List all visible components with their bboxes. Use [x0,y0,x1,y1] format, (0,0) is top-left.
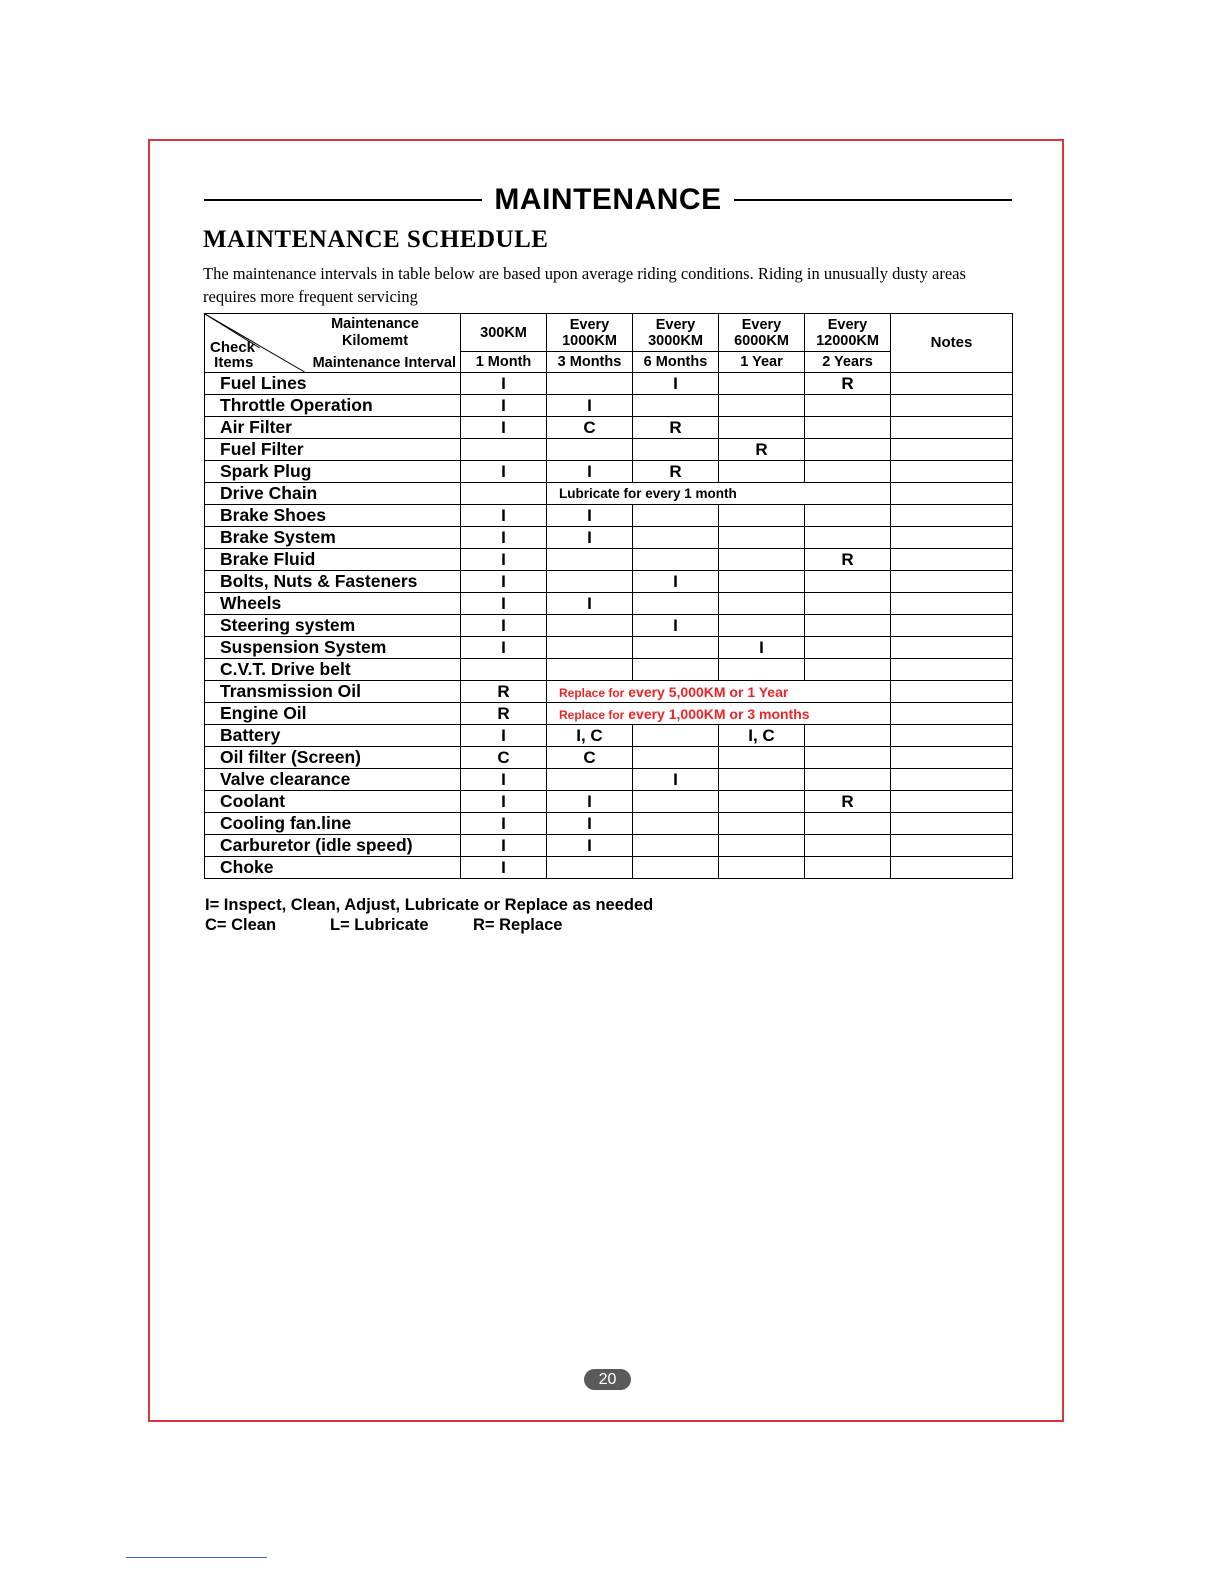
schedule-mark [633,593,719,615]
schedule-mark [633,637,719,659]
notes-cell [891,725,1013,747]
legend-line-codes [205,915,653,935]
km-header: Every 3000KM [633,314,719,352]
interval-header: 3 Months [547,352,633,373]
schedule-mark [805,857,891,879]
check-item-label: Throttle Operation [205,395,461,417]
check-item-label: Brake System [205,527,461,549]
table-row [205,549,1013,571]
check-item-label: Carburetor (idle speed) [205,835,461,857]
schedule-mark [719,659,805,681]
schedule-mark: I [461,835,547,857]
schedule-mark [805,571,891,593]
table-row [205,395,1013,417]
schedule-mark: I [461,571,547,593]
schedule-mark [719,747,805,769]
schedule-mark [547,439,633,461]
schedule-mark: I [461,505,547,527]
schedule-mark [719,835,805,857]
table-row [205,681,1013,703]
notes-cell [891,593,1013,615]
schedule-mark: I [461,615,547,637]
table-row [205,857,1013,879]
schedule-mark: I [461,593,547,615]
schedule-mark: I [461,813,547,835]
interval-header: 1 Month [461,352,547,373]
schedule-mark [805,439,891,461]
schedule-mark [719,857,805,879]
check-item-label: Drive Chain [205,483,461,505]
check-item-label: Battery [205,725,461,747]
schedule-mark: R [633,461,719,483]
schedule-mark: I [633,571,719,593]
schedule-mark: I [461,791,547,813]
schedule-mark [547,637,633,659]
notes-cell [891,439,1013,461]
corner-check-items: Check Items [210,339,256,371]
legend-line-inspect: I= Inspect, Clean, Adjust, Lubricate or Replace as needed [205,896,654,914]
check-item-label: Suspension System [205,637,461,659]
table-row [205,461,1013,483]
schedule-mark [805,813,891,835]
schedule-mark [547,615,633,637]
interval-header: 6 Months [633,352,719,373]
check-item-label: Fuel Lines [205,373,461,395]
schedule-mark [805,527,891,549]
legend-replace: R= Replace [473,916,563,934]
schedule-mark [633,791,719,813]
schedule-mark [461,439,547,461]
notes-cell [891,769,1013,791]
replace-note [547,703,891,725]
schedule-mark [633,439,719,461]
notes-cell [891,395,1013,417]
schedule-mark: I [547,527,633,549]
schedule-mark: I [719,637,805,659]
table-row [205,791,1013,813]
notes-cell [891,791,1013,813]
replace-note-interval: every 5,000KM or 1 Year [628,683,789,700]
schedule-mark: I [461,725,547,747]
schedule-mark: R [461,681,547,703]
notes-cell [891,703,1013,725]
check-item-label: Choke [205,857,461,879]
table-row [205,725,1013,747]
replace-note-prefix: Replace for [559,707,625,722]
table-row [205,835,1013,857]
km-header: 300KM [461,314,547,352]
notes-cell [891,527,1013,549]
schedule-mark: I [547,395,633,417]
page-number-badge: 20 [584,1369,631,1390]
notes-cell [891,659,1013,681]
replace-note-prefix: Replace for [559,685,625,700]
table-row [205,417,1013,439]
notes-cell [891,483,1013,505]
schedule-mark [719,417,805,439]
km-header: Every 1000KM [547,314,633,352]
schedule-mark: R [719,439,805,461]
table-row [205,571,1013,593]
schedule-mark: C [547,747,633,769]
schedule-mark [461,659,547,681]
schedule-mark [633,813,719,835]
table-row [205,703,1013,725]
schedule-mark [719,791,805,813]
schedule-mark [633,835,719,857]
table-row [205,505,1013,527]
schedule-mark [805,637,891,659]
schedule-mark [719,769,805,791]
notes-cell [891,461,1013,483]
table-row [205,637,1013,659]
intro-text: The maintenance intervals in table below are based upon average riding conditions. Riding in unusually dusty areas requires more frequent servicing [203,264,966,306]
table-row [205,483,1013,505]
check-item-label: C.V.T. Drive belt [205,659,461,681]
schedule-mark [719,549,805,571]
schedule-mark [633,725,719,747]
schedule-mark: I [547,835,633,857]
banner-rule-left [204,199,482,201]
schedule-mark [719,461,805,483]
section-title: MAINTENANCE SCHEDULE [203,226,549,253]
schedule-mark: R [461,703,547,725]
schedule-mark [805,769,891,791]
notes-cell [891,615,1013,637]
corner-maintenance-kilometer: Maintenance Kilomemt [331,316,419,349]
schedule-mark [719,527,805,549]
check-item-label: Spark Plug [205,461,461,483]
replace-note-interval: every 1,000KM or 3 months [628,705,810,722]
schedule-mark [719,395,805,417]
check-item-label: Transmission Oil [205,681,461,703]
check-item-label: Oil filter (Screen) [205,747,461,769]
notes-cell [891,549,1013,571]
replace-note [547,681,891,703]
table-row [205,813,1013,835]
schedule-mark [547,857,633,879]
check-item-label: Cooling fan.line [205,813,461,835]
schedule-mark [633,747,719,769]
schedule-mark [719,615,805,637]
schedule-mark: R [805,791,891,813]
notes-cell [891,637,1013,659]
check-item-label: Fuel Filter [205,439,461,461]
notes-cell [891,571,1013,593]
maintenance-schedule-table [204,313,1013,879]
notes-cell [891,417,1013,439]
schedule-mark [547,549,633,571]
check-item-label: Steering system [205,615,461,637]
schedule-mark [805,615,891,637]
schedule-mark [719,373,805,395]
legend-lubricate: L= Lubricate [330,916,429,934]
schedule-mark [805,835,891,857]
check-item-label: Engine Oil [205,703,461,725]
banner-rule-right [734,199,1012,201]
schedule-mark [633,857,719,879]
schedule-mark [719,593,805,615]
schedule-mark: C [547,417,633,439]
check-item-label: Coolant [205,791,461,813]
schedule-mark: I [547,813,633,835]
km-header: Every 6000KM [719,314,805,352]
table-row [205,373,1013,395]
schedule-mark: I [461,549,547,571]
schedule-mark [805,593,891,615]
schedule-mark [633,549,719,571]
notes-cell [891,747,1013,769]
schedule-mark: C [461,747,547,769]
table-row [205,769,1013,791]
check-item-label: Wheels [205,593,461,615]
schedule-mark: R [805,549,891,571]
schedule-mark [805,505,891,527]
schedule-mark: I [547,593,633,615]
banner-title: MAINTENANCE [494,183,722,216]
schedule-mark: R [805,373,891,395]
schedule-mark [461,483,547,505]
schedule-mark [719,571,805,593]
schedule-mark [805,417,891,439]
check-item-label: Brake Fluid [205,549,461,571]
schedule-mark: I [461,527,547,549]
check-item-label: Valve clearance [205,769,461,791]
schedule-mark: I [633,615,719,637]
table-row [205,593,1013,615]
interval-header: 2 Years [805,352,891,373]
bottom-link-underline [126,1557,267,1558]
schedule-mark [719,813,805,835]
table-row [205,747,1013,769]
schedule-mark: I [547,505,633,527]
schedule-mark [805,461,891,483]
schedule-mark [633,659,719,681]
notes-cell [891,813,1013,835]
legend [205,895,653,935]
check-item-label: Air Filter [205,417,461,439]
schedule-mark [547,769,633,791]
check-item-label: Bolts, Nuts & Fasteners [205,571,461,593]
legend-clean: C= Clean [205,916,277,934]
schedule-mark: I [461,857,547,879]
span-note: Lubricate for every 1 month [547,483,891,505]
schedule-mark: I [461,373,547,395]
notes-cell [891,857,1013,879]
schedule-mark: I [461,769,547,791]
schedule-mark [633,505,719,527]
notes-header: Notes [891,314,1013,373]
banner [204,180,1012,220]
table-row [205,439,1013,461]
corner-maintenance-interval: Maintenance Interval [312,355,456,371]
schedule-mark: I, C [719,725,805,747]
table-row [205,615,1013,637]
table-row [205,527,1013,549]
schedule-mark: I, C [547,725,633,747]
schedule-mark: I [547,461,633,483]
schedule-mark [547,659,633,681]
schedule-mark: I [633,769,719,791]
schedule-mark: R [633,417,719,439]
schedule-body [205,373,1013,879]
schedule-mark [633,395,719,417]
schedule-mark [805,395,891,417]
schedule-mark [805,659,891,681]
km-header: Every 12000KM [805,314,891,352]
interval-header: 1 Year [719,352,805,373]
schedule-mark: I [547,791,633,813]
schedule-mark: I [461,637,547,659]
check-item-label: Brake Shoes [205,505,461,527]
notes-cell [891,505,1013,527]
table-row [205,659,1013,681]
schedule-mark [719,505,805,527]
notes-cell [891,373,1013,395]
notes-cell [891,835,1013,857]
schedule-mark: I [461,417,547,439]
schedule-mark: I [633,373,719,395]
schedule-mark: I [461,395,547,417]
schedule-mark [547,571,633,593]
schedule-mark [633,527,719,549]
schedule-mark [805,725,891,747]
notes-cell [891,681,1013,703]
schedule-mark [547,373,633,395]
schedule-mark: I [461,461,547,483]
schedule-mark [805,747,891,769]
table-corner-header [205,314,461,373]
